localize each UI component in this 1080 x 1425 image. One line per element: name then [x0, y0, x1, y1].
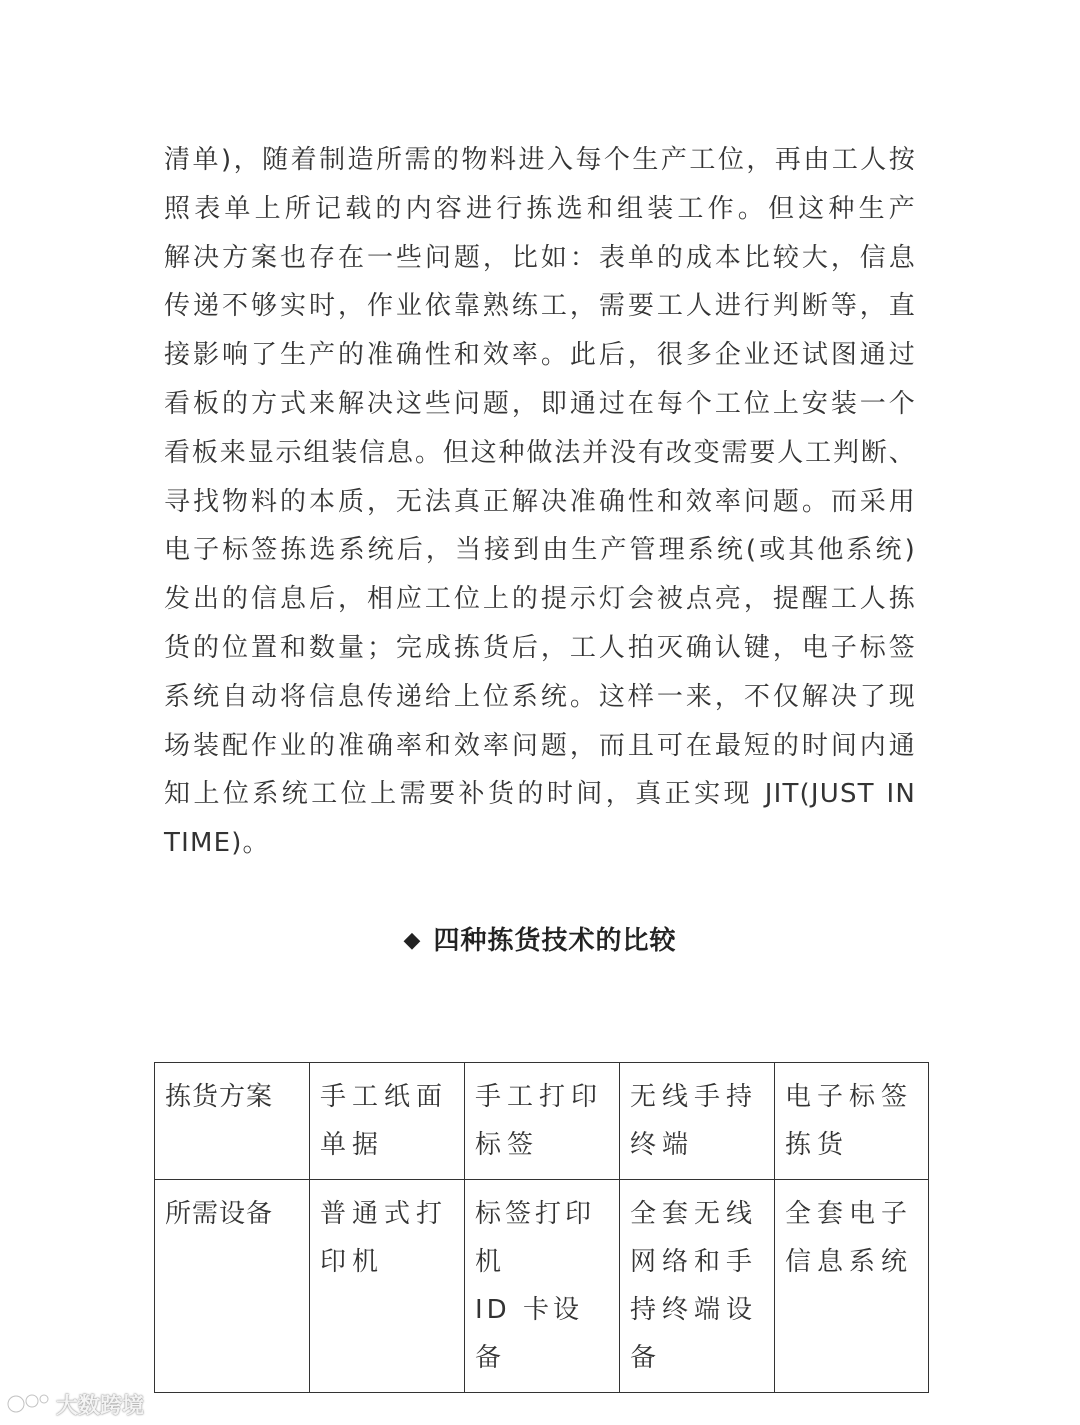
table-cell: 全套电子信息系统: [775, 1180, 929, 1393]
paragraph-line: 看板的方式来解决这些问题，即通过在每个工位上安装一个: [164, 388, 916, 419]
paragraph-line: 发出的信息后，相应工位上的提示灯会被点亮，提醒工人拣: [164, 584, 916, 615]
table-row: [155, 1063, 929, 1180]
paragraph-line: 看板来显示组装信息。但这种做法并没有改变需要人工判断、: [164, 437, 916, 468]
paragraph-line: 货的位置和数量；完成拣货后，工人拍灭确认键，电子标签: [164, 632, 916, 663]
paragraph-line: 接影响了生产的准确性和效率。此后，很多企业还试图通过: [164, 340, 916, 371]
watermark-text: 大数跨境: [56, 1393, 145, 1419]
table-cell: 手工打印标签: [465, 1063, 620, 1180]
paragraph-line: 电子标签拣选系统后，当接到由生产管理系统(或其他系统): [164, 535, 916, 566]
section-heading: [0, 920, 1080, 957]
table-row-label: 拣货方案: [155, 1063, 310, 1180]
paragraph-line: 场装配作业的准确率和效率问题，而且可在最短的时间内通: [164, 730, 916, 761]
paragraph-line: 知上位系统工位上需要补货的时间，真正实现 JIT(JUST IN: [164, 779, 916, 810]
diamond-icon: ◆: [403, 928, 422, 953]
watermark: [6, 1386, 144, 1422]
brand-logo-icon: [6, 1389, 52, 1419]
article-paragraph: [164, 136, 916, 868]
paragraph-line: 清单)，随着制造所需的物料进入每个生产工位，再由工人按: [164, 145, 916, 175]
table-cell: 标签打印机 ID 卡设备: [465, 1180, 620, 1393]
paragraph-line: 系统自动将信息传递给上位系统。这样一来，不仅解决了现: [164, 681, 916, 712]
table-cell: 电子标签拣货: [775, 1063, 929, 1180]
table-row-label: 所需设备: [155, 1180, 310, 1393]
paragraph-line: TIME)。: [164, 828, 270, 859]
table-cell: 无线手持终端: [620, 1063, 775, 1180]
table-cell: 普通式打印机: [310, 1180, 465, 1393]
section-heading-text: 四种拣货技术的比较: [433, 926, 677, 956]
paragraph-line: 传递不够实时，作业依靠熟练工，需要工人进行判断等，直: [164, 291, 916, 322]
paragraph-line: 寻找物料的本质，无法真正解决准确性和效率问题。而采用: [164, 486, 916, 517]
table-cell: 手工纸面单据: [310, 1063, 465, 1180]
paragraph-line: 解决方案也存在一些问题，比如：表单的成本比较大，信息: [164, 242, 916, 273]
comparison-table: [154, 1062, 929, 1393]
table-cell: 全套无线网络和手持终端设备: [620, 1180, 775, 1393]
paragraph-line: 照表单上所记载的内容进行拣选和组装工作。但这种生产: [164, 193, 916, 224]
table-row: [155, 1180, 929, 1393]
